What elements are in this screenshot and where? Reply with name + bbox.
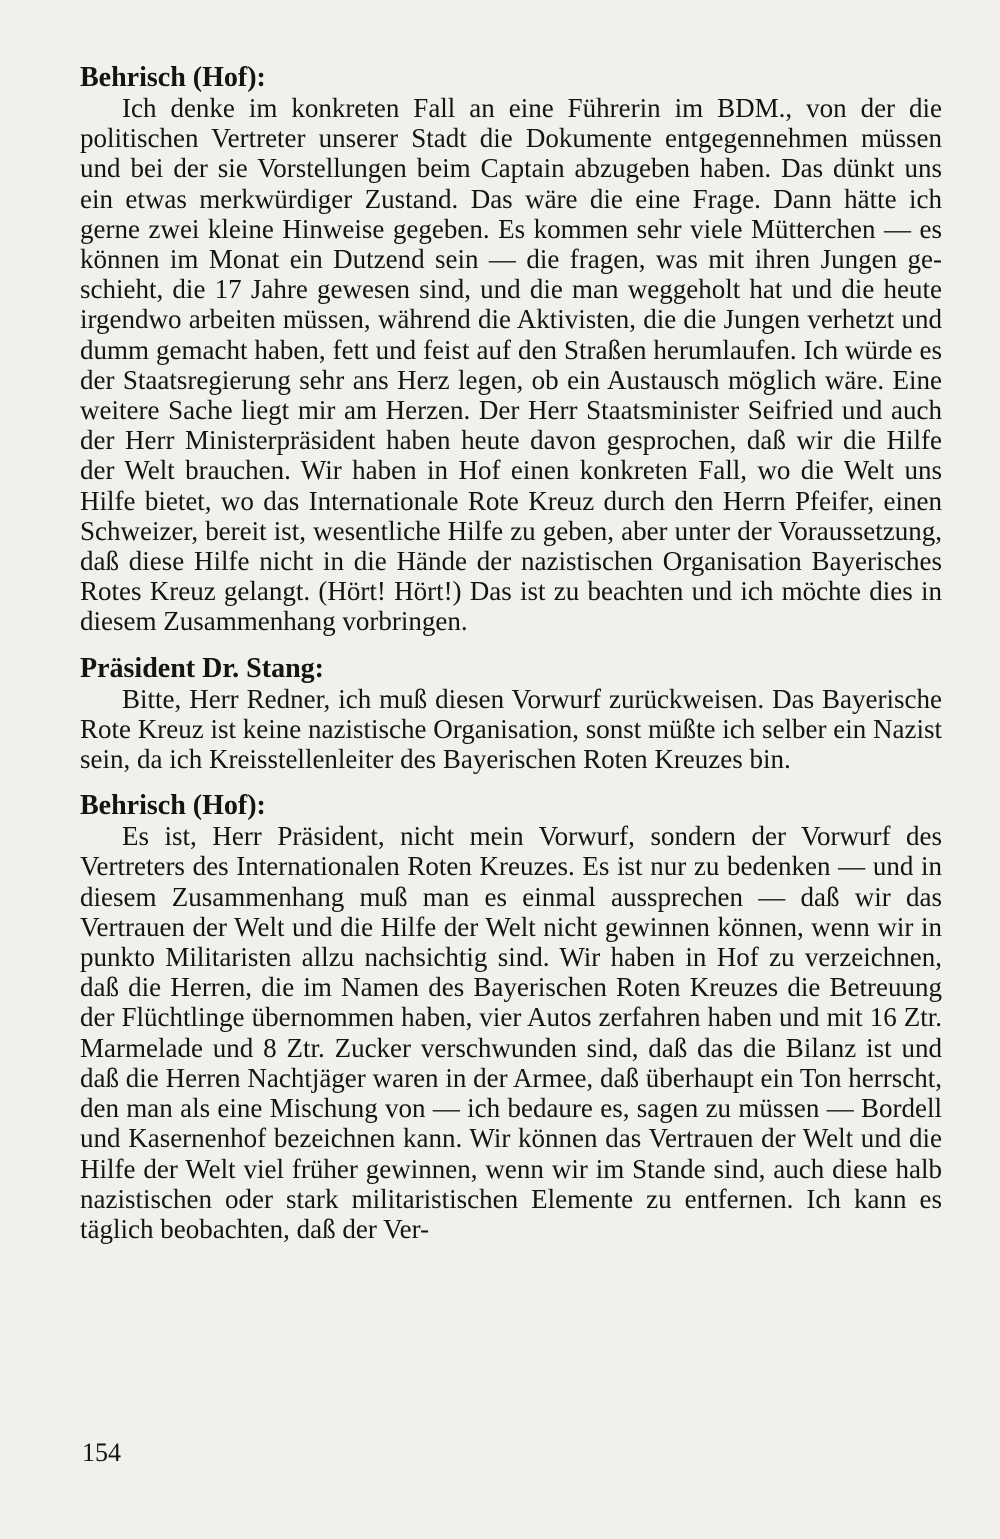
section-behrisch-1 — [80, 62, 942, 637]
speech-paragraph: Ich denke im konkreten Fall an eine Führerin im BDM., von der die politischen Vertreter unserer Stadt die Dokumente entgegennehmen müssen und bei der sie Vorstellungen beim Captain abzugeben haben. Das dünkt uns ein etwas merkwürdiger Zustand. Das wäre die eine Frage. Dann hätte ich gerne zwei kleine Hinweise gegeben. Es kommen sehr viele Mütterchen — es können im Monat ein Dutzend sein — die fragen, was mit ihren Jungen geschieht, die 17 Jahre gewesen sind, und die man weggeholt hat und die heute irgendwo arbeiten müssen, während die Aktivisten, die die Jungen verhetzt und dumm gemacht haben, fett und feist auf den Straßen herumlaufen. Ich würde es der Staatsregierung sehr ans Herz legen, ob ein Austausch möglich wäre. Eine weitere Sache liegt mir am Herzen. Der Herr Staatsminister Seifried und auch der Herr Ministerpräsident haben heute davon gesprochen, daß wir die Hilfe der Welt brauchen. Wir haben in Hof einen konkreten Fall, wo die Welt uns Hilfe bietet, wo das Internationale Rote Kreuz durch den Herrn Pfeifer, einen Schweizer, bereit ist, wesentliche Hilfe zu geben, aber unter der Voraussetzung, daß diese Hilfe nicht in die Hände der nazistischen Organisation Bayerisches Rotes Kreuz gelangt. (Hört! Hört!) Das ist zu beachten und ich möchte dies in diesem Zusammenhang vorbringen. — [80, 93, 942, 637]
page-number: 154 — [82, 1438, 121, 1467]
speaker-name: Behrisch (Hof): — [80, 62, 266, 93]
page-body — [80, 62, 942, 1260]
speaker-name: Präsident Dr. Stang: — [80, 652, 324, 684]
speaker-name: Behrisch (Hof): — [80, 790, 266, 822]
section-stang — [80, 653, 942, 775]
speech-paragraph: Es ist, Herr Präsident, nicht mein Vorwurf, sondern der Vorwurf des Vertreters des Internationalen Roten Kreuzes. Es ist nur zu bedenken — und in diesem Zusammenhang muß man es einmal aussprechen — daß wir das Vertrauen der Welt und die Hilfe der Welt nicht gewinnen können, wenn wir in punkto Militaristen allzu nachsichtig sind. Wir haben in Hof zu verzeichnen, daß die Herren, die im Namen des Bayerischen Roten Kreuzes die Betreuung der Flüchtlinge übernommen haben, vier Autos zerfahren haben und mit 16 Ztr. Marmelade und 8 Ztr. Zucker verschwunden sind, daß das die Bilanz ist und daß die Herren Nachtjäger waren in der Armee, daß überhaupt ein Ton herrscht, den man als eine Mischung von — ich bedaure es, sagen zu müssen — Bordell und Kasernenhof bezeichnen kann. Wir können das Vertrauen der Welt und die Hilfe der Welt viel früher gewinnen, wenn wir im Stande sind, auch diese halb nazistischen oder stark militaristischen Elemente zu entfernen. Ich kann es täglich beobachten, daß der Ver- — [80, 821, 942, 1244]
speech-paragraph: Bitte, Herr Redner, ich muß diesen Vorwurf zurückweisen. Das Bayerische Rote Kreuz ist keine nazistische Organisation, sonst müßte ich selber ein Nazist sein, da ich Kreisstellenleiter des Bayerischen Roten Kreuzes bin. — [80, 683, 942, 775]
section-behrisch-2 — [80, 790, 942, 1244]
